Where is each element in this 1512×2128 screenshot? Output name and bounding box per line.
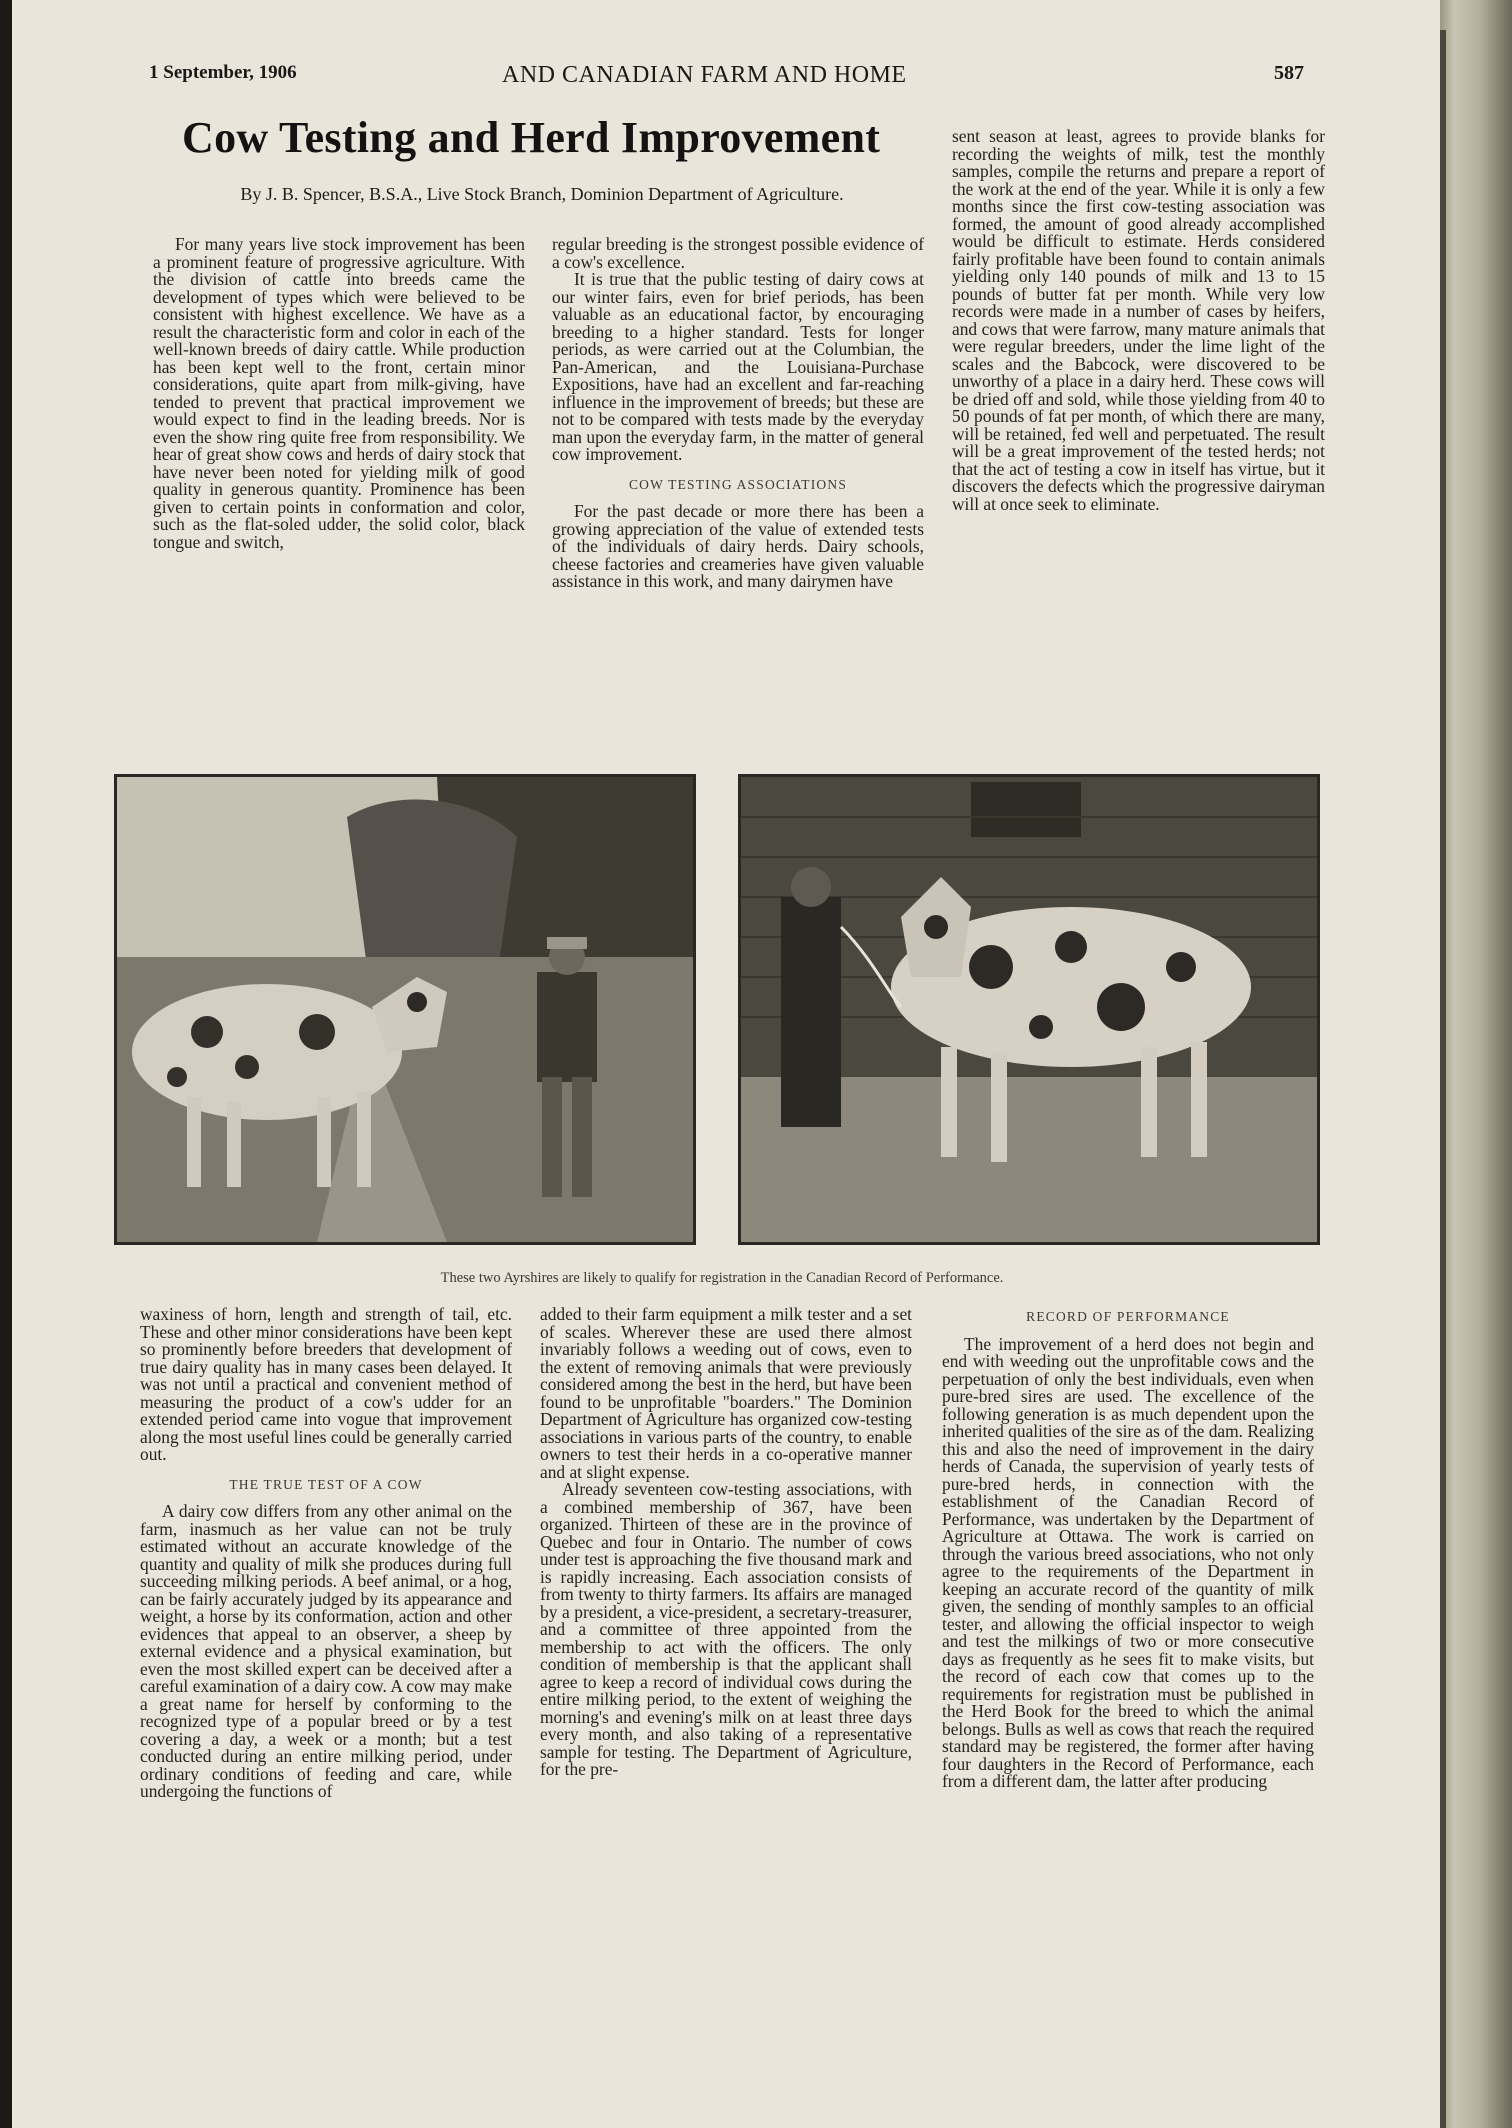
photo-cow-with-man-right [738, 774, 1320, 1245]
magazine-page [12, 0, 1440, 2128]
issue-date: 1 September, 1906 [149, 62, 297, 83]
bottom-column-1 [140, 1306, 512, 1801]
section-heading: THE TRUE TEST OF A COW [229, 1476, 423, 1492]
book-spine [1440, 0, 1512, 2128]
top-column-2 [552, 236, 924, 591]
photo-cow-with-man-left-image [117, 777, 693, 1242]
photo-caption: These two Ayrshires are likely to qualify for registration in the Canadian Record of Performance. [440, 1270, 1004, 1286]
bottom-column-3 [942, 1306, 1314, 1791]
top-column-3 [952, 128, 1325, 513]
top-column-1 [153, 236, 525, 551]
paragraph: The improvement of a herd does not begin and end with weeding out the unprofitable cows and the perpetuation of only the best individuals, even when pure-bred sires are used. The excellence of the following generation is as much dependent upon the inherited qualities of the sire as of the dam. Realizing this and also the need of improvement in the dairy herds of Canada, the supervision of yearly tests of pure-bred herds, in connection with the establishment of the Canadian Record of Performance, was undertaken by the Department of Agriculture at Ottawa. The work is carried on through the various breed associations, who not only agree to the requirements of the Department in keeping an accurate record of the quantity of milk given, the sending of monthly samples to an official tester, and allowing the official inspector to weigh and test the milkings of two or more consecutive days as frequently as he sees fit to make visits, but the record of each cow that comes up to the requirements for registration must be published in the Herd Book for the breed to which the animal belongs. Bulls as well as cows that reach the required standard may be registered, the former after having four daughters in the Record of Performance, each from a different dam, the latter after producing [942, 1333, 1314, 1791]
paragraph: regular breeding is the strongest possible evidence of a cow's excellence. [552, 234, 924, 272]
paragraph: For the past decade or more there has been a growing appreciation of the value of extended tests of the individuals of dairy herds. Dairy schools, cheese factories and creameries have given valuable assistance in this work, and many dairymen have [552, 501, 924, 591]
paragraph: sent season at least, agrees to provide blanks for recording the weights of milk, test the monthly samples, compile the returns and prepare a report of the work at the end of the year. While it is only a few months since the first cow-testing association was formed, the amount of good already accomplished would be difficult to estimate. Herds considered fairly profitable have been found to contain animals yielding only 140 pounds of milk and 13 to 15 pounds of butter fat per month. While very low records were made in a number of cases by heifers, and cows that were farrow, many mature animals that were regular breeders, under the lime light of the scales and the Babcock, were discovered to be unworthy of a place in a dairy herd. These cows will be dried off and sold, while those yielding from 40 to 50 pounds of fat per month, of which there are many, will be retained, fed well and perpetuated. The result will be a great improvement of the tested herds; not that the act of testing a cow in itself has virtue, but it discovers the defects which the progressive dairyman will at once seek to eliminate. [952, 126, 1325, 514]
publication-title: AND CANADIAN FARM AND HOME [502, 62, 907, 88]
article-byline: By J. B. Spencer, B.S.A., Live Stock Branch, Dominion Department of Agriculture. [240, 184, 844, 204]
photo-cow-with-man-left [114, 774, 696, 1245]
paragraph: For many years live stock improvement has been a prominent feature of progressive agriculture. With the division of cattle into breeds came the development of types which were believed to be consistent with highest excellence. We have as a result the characteristic form and color in each of the well-known breeds of dairy cattle. While production has been kept well to the front, certain minor considerations, quite apart from milk-giving, have tended to prevent that practical improvement we would expect to find in the leading breeds. Nor is even the show ring quite free from responsibility. We hear of great show cows and herds of dairy stock that have never been noted for yielding milk of good quality in generous quantity. Prominence has been given to certain points in conformation and color, such as the flat-soled udder, the solid color, black tongue and switch, [153, 234, 525, 552]
section-heading: COW TESTING ASSOCIATIONS [628, 476, 848, 492]
paragraph: Already seventeen cow-testing associations, with a combined membership of 367, have been organized. Thirteen of these are in the province of Quebec and four in Ontario. The number of cows under test is approaching the five thousand mark and is rapidly increasing. Each association consists of from twenty to thirty farmers. Its affairs are managed by a president, a vice-president, a secretary-treasurer, and a committee of three appointed from the membership to act with the officers. The only condition of membership is that the applicant shall agree to keep a record of individual cows during the entire milking period, to the extent of weighing the morning's and evening's milk on at least three days every month, and also taking of a representative sample for testing. The Department of Agriculture, for the pre- [540, 1479, 912, 1779]
page-number: 587 [1274, 62, 1304, 84]
article-title: Cow Testing and Herd Improvement [182, 113, 881, 162]
paragraph: added to their farm equipment a milk tester and a set of scales. Wherever these are used there almost invariably follows a weeding out of cows, even to the extent of removing animals that were previously considered among the best in the herd, but have been found to be unprofitable "boarders." The Dominion Department of Agriculture has organized cow-testing associations in various parts of the country, to enable owners to test their herds in a co-operative manner and at slight expense. [540, 1304, 912, 1482]
photo-cow-with-man-right-image [741, 777, 1317, 1242]
bottom-column-2 [540, 1306, 912, 1779]
paragraph: A dairy cow differs from any other animal on the farm, inasmuch as her value can not be truly estimated without an accurate knowledge of the quantity and quality of milk she produces during full succeeding milking periods. A beef animal, or a hog, can be fairly accurately judged by its appearance and weight, a horse by its conformation, action and other evidences that appeal to an observer, a sheep by external evidence and a physical examination, but even the most skilled expert can be deceived after a careful examination of a dairy cow. A cow may make a great name for herself by conforming to the recognized type of a popular breed or by a test covering a day, a week or a month; but a test conducted during an entire milking period, under ordinary conditions of feeding and care, while undergoing the functions of [140, 1501, 512, 1801]
spine-fold [1440, 30, 1446, 2128]
paragraph: waxiness of horn, length and strength of tail, etc. These and other minor considerations have been kept so prominently before breeders that development of true dairy quality has in many cases been delayed. It was not until a practical and convenient method of measuring the product of a cow's udder for an extended period came into vogue that improvement along the most useful lines could be generally carried out. [140, 1304, 512, 1464]
paragraph: It is true that the public testing of dairy cows at our winter fairs, even for brief periods, has been valuable as an educational factor, by encouraging breeding to a higher standard. Tests for longer periods, as were carried out at the Columbian, the Pan-American, and the Louisiana-Purchase Expositions, have had an excellent and far-reaching influence in the improvement of breeds; but these are not to be compared with tests made by the everyday man upon the everyday farm, in the matter of general cow improvement. [552, 269, 924, 464]
section-heading: RECORD OF PERFORMANCE [1026, 1309, 1230, 1324]
